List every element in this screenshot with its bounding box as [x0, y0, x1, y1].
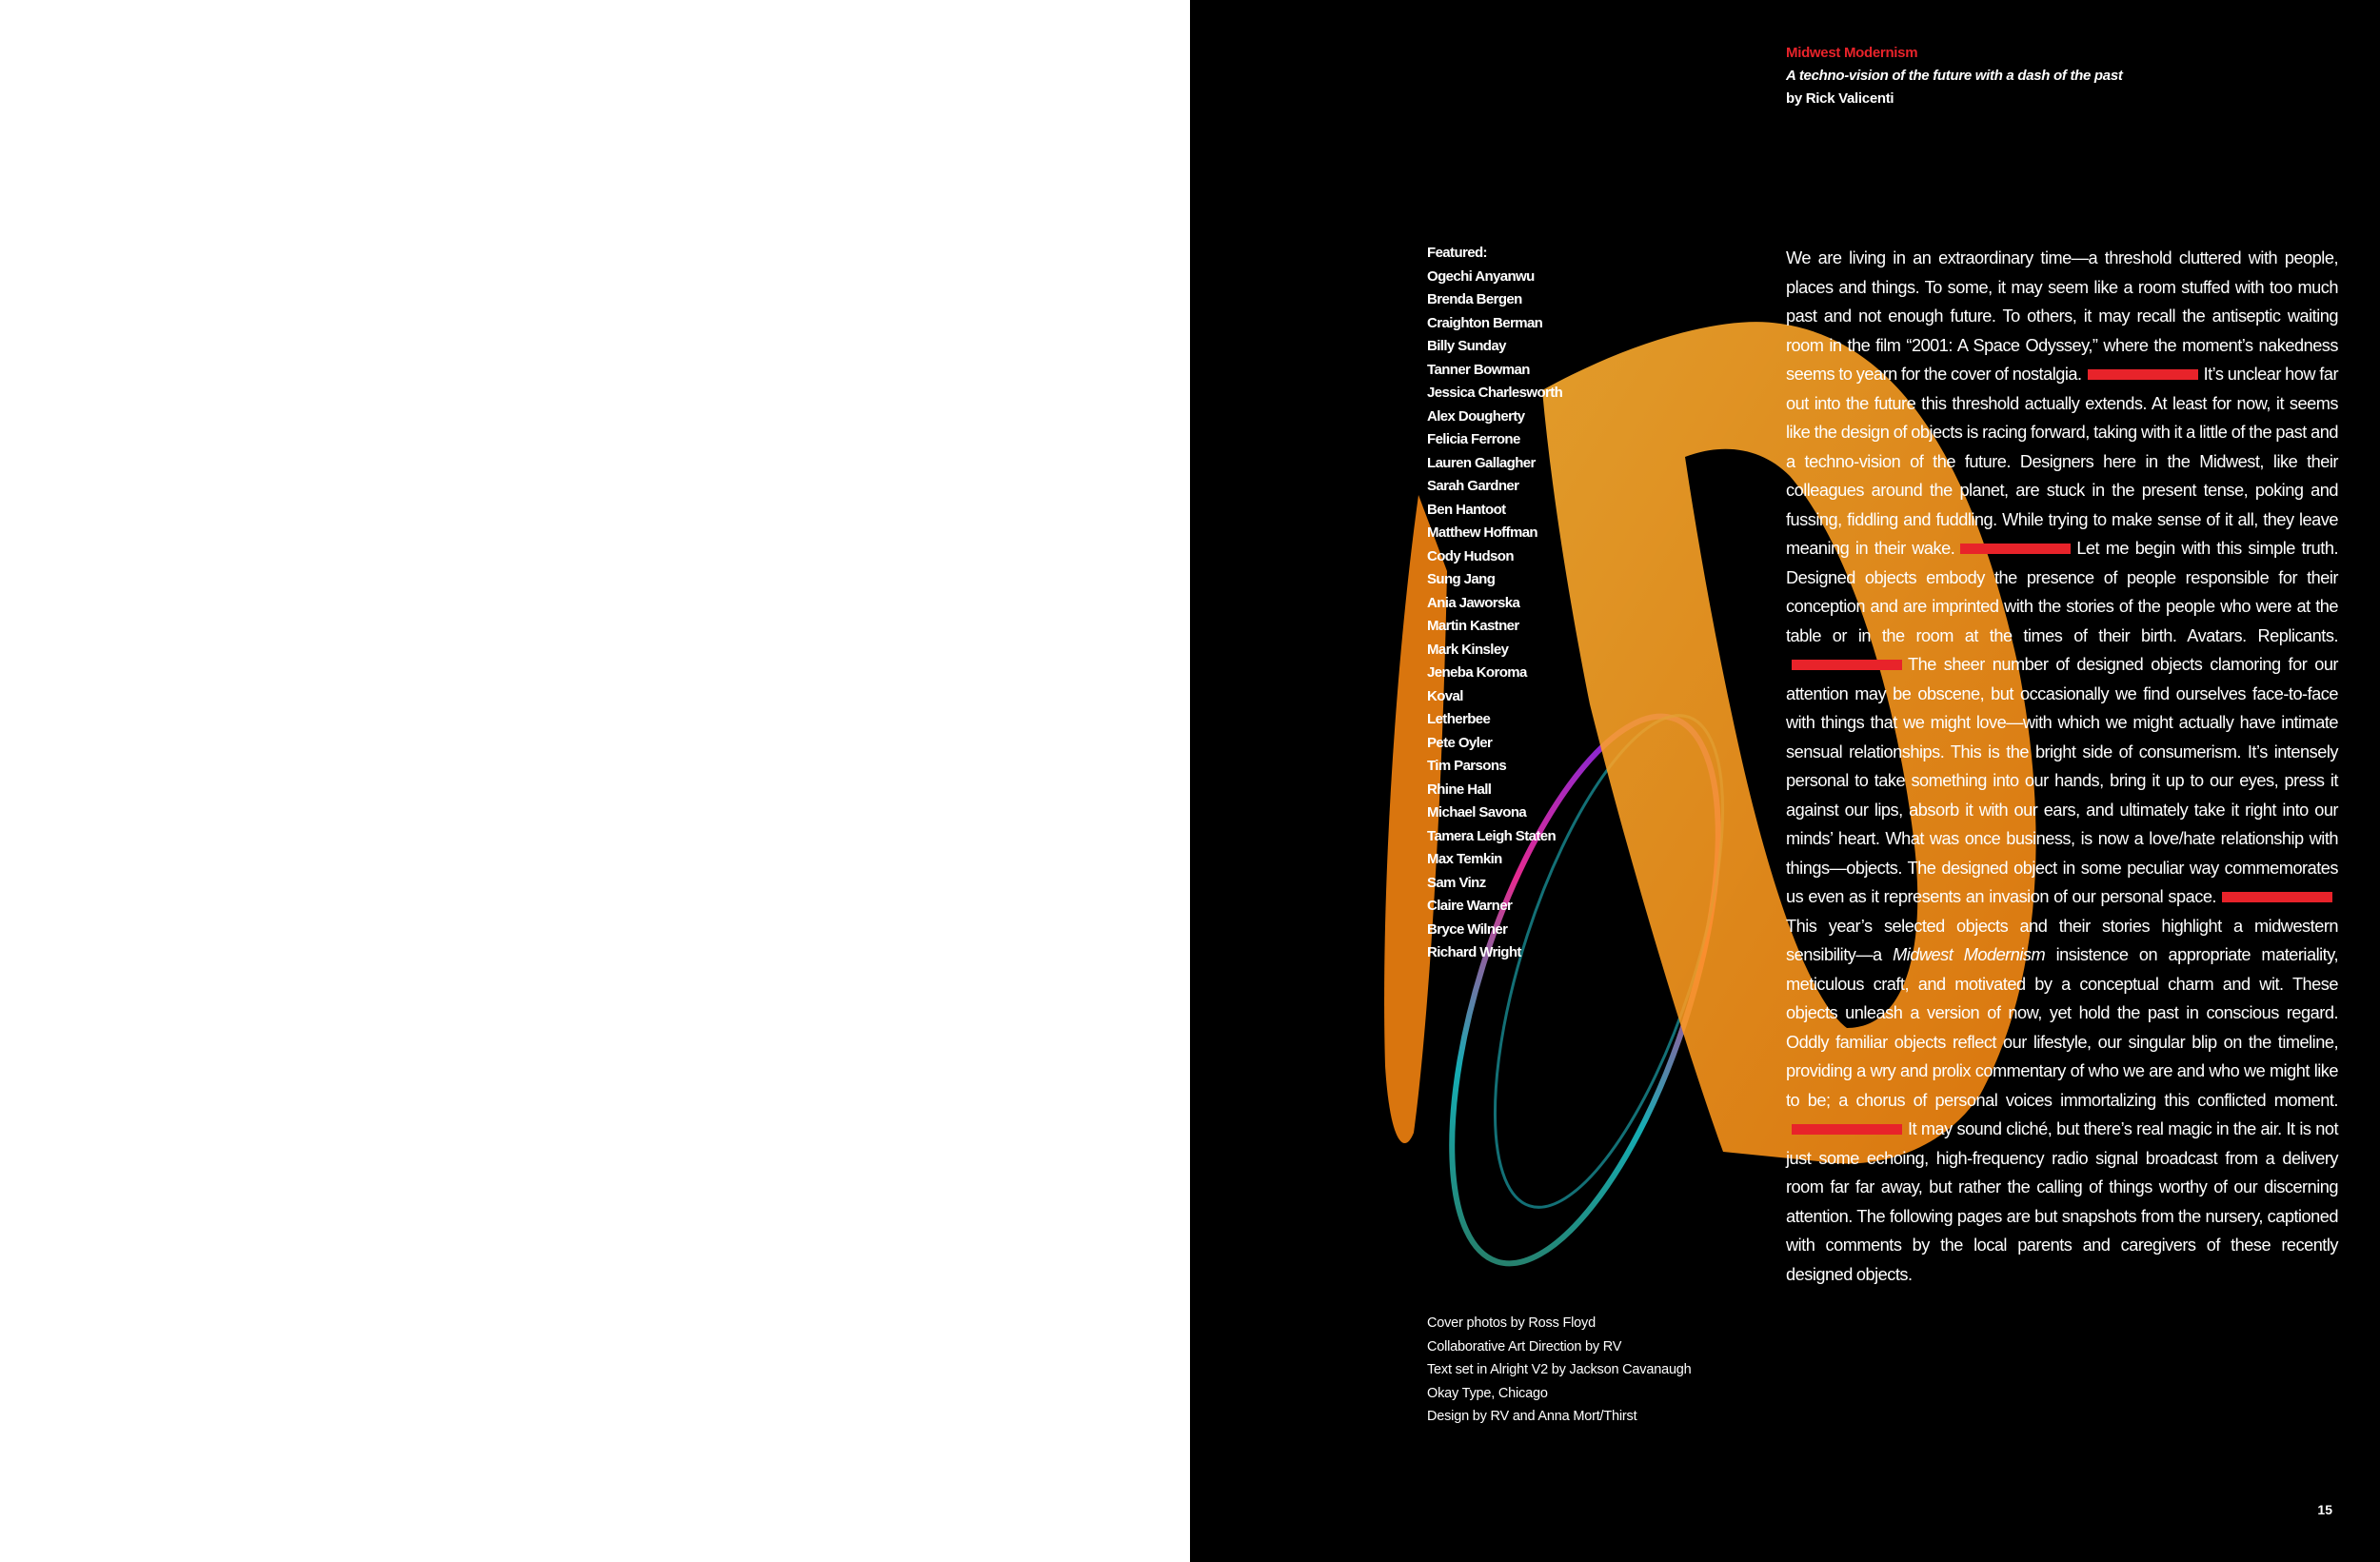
featured-label: Featured: — [1427, 245, 1487, 261]
credits-block — [1427, 1312, 1751, 1429]
featured-list — [1427, 242, 1675, 965]
featured-name: Felicia Ferrone — [1427, 431, 1520, 447]
featured-name: Pete Oyler — [1427, 734, 1493, 751]
featured-name: Brenda Bergen — [1427, 291, 1522, 307]
article-header — [1786, 42, 2281, 110]
featured-name: Sam Vinz — [1427, 874, 1486, 891]
featured-name: Bryce Wilner — [1427, 920, 1508, 938]
featured-name: Sarah Gardner — [1427, 478, 1519, 494]
article-kicker: Midwest Modernism — [1786, 45, 1918, 61]
paragraph-divider-bar — [1792, 1124, 1902, 1135]
featured-name: Mark Kinsley — [1427, 641, 1509, 658]
paragraph-divider-bar — [1792, 660, 1902, 670]
right-page — [1190, 0, 2380, 1562]
article-subtitle: A techno-vision of the future with a dash of the past — [1786, 68, 2123, 84]
credit-line: Collaborative Art Direction by RV — [1427, 1338, 1622, 1354]
credit-line: Text set in Alright V2 by Jackson Cavanaugh — [1427, 1362, 1692, 1377]
body-paragraph: It’s unclear how far out into the future this threshold actually extends. At least for now, it seems like the design of objects is racing forward, taking with it a little of the past and a techno-vision of the future. Designers here in the Midwest, like their colleagues around the planet, are stuck in the present tense, poking and fussing, fiddling and fuddling. While trying to make sense of it all, they leave meaning in their wake. — [1786, 365, 2339, 558]
featured-name: Martin Kastner — [1427, 618, 1519, 634]
body-paragraph: We are living in an extraordinary time—a threshold cluttered with people, places and things. To some, it may seem like a room stuffed with too much past and not enough future. To others, it may recall the antiseptic waiting room in the film “2001: A Space Odyssey,” where the moment’s nakedness seems to yearn for the cover of nostalgia. — [1786, 248, 2338, 384]
paragraph-divider-bar — [2222, 892, 2332, 902]
featured-name: Tim Parsons — [1427, 758, 1507, 774]
paragraph-divider-bar — [1960, 544, 2071, 554]
featured-name: Craighton Berman — [1427, 314, 1543, 331]
body-paragraph: insistence on appropriate materiality, meticulous craft, and motivated by a conceptual charm and wit. These objects unleash a version of now, yet hold the past in conscious regard. Oddly familiar objects reflect our lifestyle, our singular blip on the timeline, providing a wry and prolix commentary of who we are and who we might like to be; a chorus of personal voices immortalizing this conflicted moment. — [1786, 945, 2339, 1110]
credit-line: Cover photos by Ross Floyd — [1427, 1315, 1596, 1331]
featured-name: Sung Jang — [1427, 571, 1496, 587]
featured-name: Tamera Leigh Staten — [1427, 827, 1557, 844]
featured-name: Ania Jaworska — [1427, 594, 1520, 611]
featured-name: Jessica Charlesworth — [1427, 385, 1563, 401]
article-body — [1786, 244, 2338, 1289]
body-paragraph: It may sound cliché, but there’s real magic in the air. It is not just some echoing, high-frequency radio signal broadcast from a delivery room far far away, but rather the calling of things worthy of our discerning attention. The following pages are but snapshots from the nursery, captioned with comments by the local parents and caregivers of these recently designed objects. — [1786, 1119, 2338, 1284]
featured-name: Ben Hantoot — [1427, 501, 1506, 518]
featured-name: Lauren Gallagher — [1427, 454, 1536, 471]
body-paragraph: Let me begin with this simple truth. Designed objects embody the presence of people responsible for their conception and are imprinted with the stories of the people who were at the table or in the room at the times of their birth. Avatars. Replicants. — [1786, 539, 2338, 645]
credit-line: Okay Type, Chicago — [1427, 1385, 1548, 1401]
featured-name: Letherbee — [1427, 711, 1491, 727]
featured-name: Jeneba Koroma — [1427, 664, 1527, 681]
featured-name: Tanner Bowman — [1427, 361, 1530, 378]
credit-line: Design by RV and Anna Mort/Thirst — [1427, 1409, 1637, 1424]
body-paragraph: This year’s selected objects and their stories highlight a midwestern sensibility—a — [1786, 916, 2338, 964]
featured-name: Koval — [1427, 687, 1463, 704]
featured-name: Cody Hudson — [1427, 547, 1514, 564]
featured-name: Michael Savona — [1427, 804, 1527, 821]
featured-name: Billy Sunday — [1427, 338, 1506, 354]
featured-name: Claire Warner — [1427, 898, 1513, 914]
featured-name: Max Temkin — [1427, 851, 1502, 867]
article-byline: by Rick Valicenti — [1786, 90, 1894, 107]
featured-name: Alex Dougherty — [1427, 407, 1525, 425]
featured-name: Ogechi Anyanwu — [1427, 267, 1535, 285]
page-number: 15 — [2317, 1502, 2332, 1517]
body-emphasis: Midwest Modernism — [1893, 945, 2046, 964]
featured-name: Richard Wright — [1427, 944, 1521, 960]
body-paragraph: The sheer number of designed objects clamoring for our attention may be obscene, but occasionally we find ourselves face-to-face with things that we might love—with which we might actually have intimate sensual relationships. This is the bright side of consumerism. It’s intensely personal to take something into our hands, bring it up to our eyes, press it against our lips, absorb it with our ears, and ultimately take it right into our minds’ heart. What was once business, is now a love/hate relationship with things—objects. The designed object in some peculiar way commemorates us even as it represents an invasion of our personal space. — [1786, 655, 2338, 906]
featured-name: Matthew Hoffman — [1427, 524, 1537, 541]
featured-name: Rhine Hall — [1427, 781, 1492, 798]
paragraph-divider-bar — [2088, 369, 2198, 380]
